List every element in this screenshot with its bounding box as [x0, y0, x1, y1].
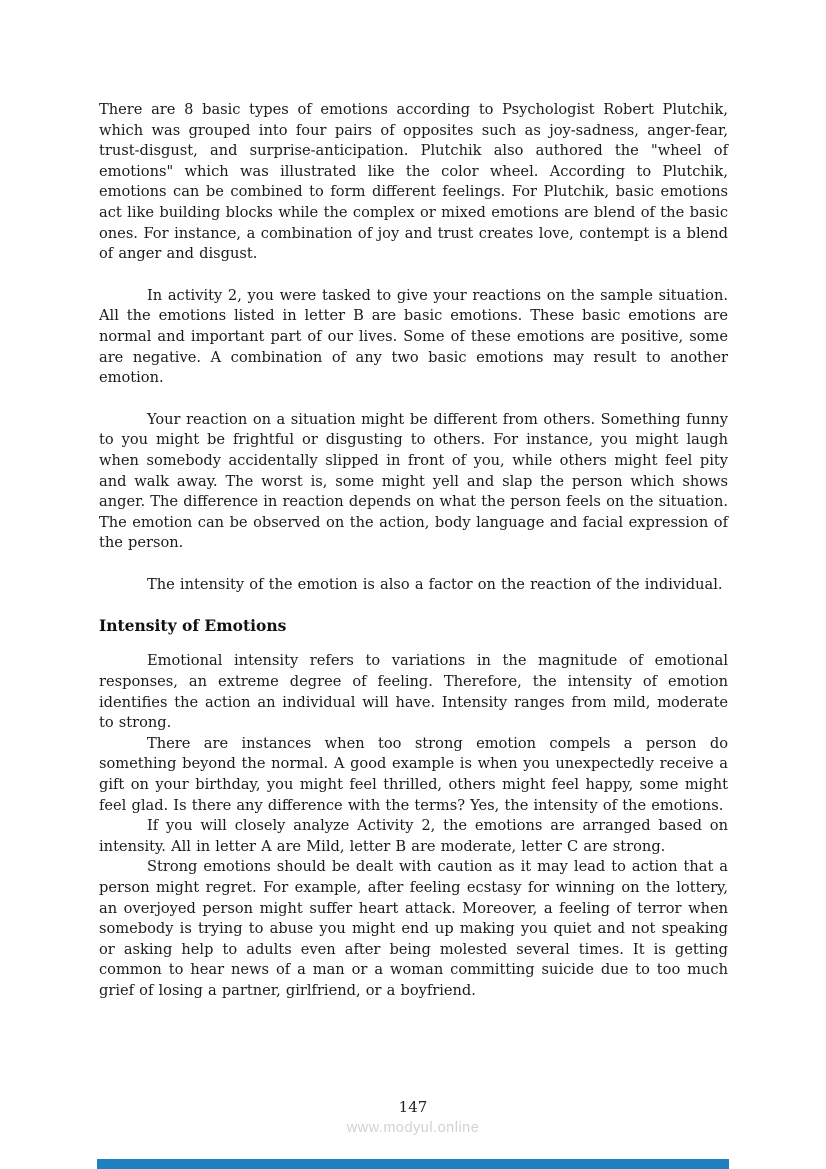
body-paragraph: If you will closely analyze Activity 2, the emotions are arranged based on intensity. All in letter A are Mild, letter B are moderate, letter C are strong.	[99, 817, 728, 855]
page-footer	[0, 1098, 826, 1136]
footer-accent-bar	[97, 1159, 729, 1169]
body-paragraph: There are instances when too strong emotion compels a person do something beyond the normal. A good example is when you unexpectedly receive a gift on your birthday, you might feel thrilled, others might feel happy, some might feel glad. Is there any difference with the terms? Yes, the intensity of the emotions.	[99, 734, 728, 814]
text-column	[99, 100, 728, 1002]
watermark-text: www.modyul.online	[346, 1120, 480, 1136]
page-number: 147	[398, 1098, 428, 1116]
section-heading: Intensity of Emotions	[99, 616, 287, 636]
body-paragraph: Your reaction on a situation might be different from others. Something funny to you might be frightful or disgusting to others. For instance, you might laugh when somebody accidentally slipped in front of you, while others might feel pity and walk away. The worst is, some might yell and slap the person which shows anger. The difference in reaction depends on what the person feels on the situation. The emotion can be observed on the action, body language and facial expression of the person.	[99, 410, 728, 552]
body-paragraph: Emotional intensity refers to variations in the magnitude of emotional responses, an extreme degree of feeling. Therefore, the intensity of emotion identifies the action an individual will have. Intensity ranges from mild, moderate to strong.	[99, 652, 728, 732]
body-paragraph: Strong emotions should be dealt with caution as it may lead to action that a person might regret. For example, after feeling ecstasy for winning on the lottery, an overjoyed person might suffer heart attack. Moreover, a feeling of terror when somebody is trying to abuse you might end up making you quiet and not speaking or asking help to adults even after being molested several times. It is getting common to hear news of a man or a woman committing suicide due to too much grief of losing a partner, girlfriend, or a boyfriend.	[99, 858, 728, 999]
body-paragraph: In activity 2, you were tasked to give your reactions on the sample situation. All the emotions listed in letter B are basic emotions. These basic emotions are normal and important part of our lives. Some of these emotions are positive, some are negative. A combination of any two basic emotions may result to another emotion.	[99, 286, 728, 387]
body-paragraph: There are 8 basic types of emotions according to Psychologist Robert Plutchik, which was grouped into four pairs of opposites such as joy-sadness, anger-fear, trust-disgust, and surprise-anticipation. Plutchik also authored the "wheel of emotions" which was illustrated like the color wheel. According to Plutchik, emotions can be combined to form different feelings. For Plutchik, basic emotions act like building blocks while the complex or mixed emotions are blend of the basic ones. For instance, a combination of joy and trust creates love, contempt is a blend of anger and disgust.	[99, 101, 728, 263]
body-paragraph: The intensity of the emotion is also a factor on the reaction of the individual.	[147, 575, 723, 593]
